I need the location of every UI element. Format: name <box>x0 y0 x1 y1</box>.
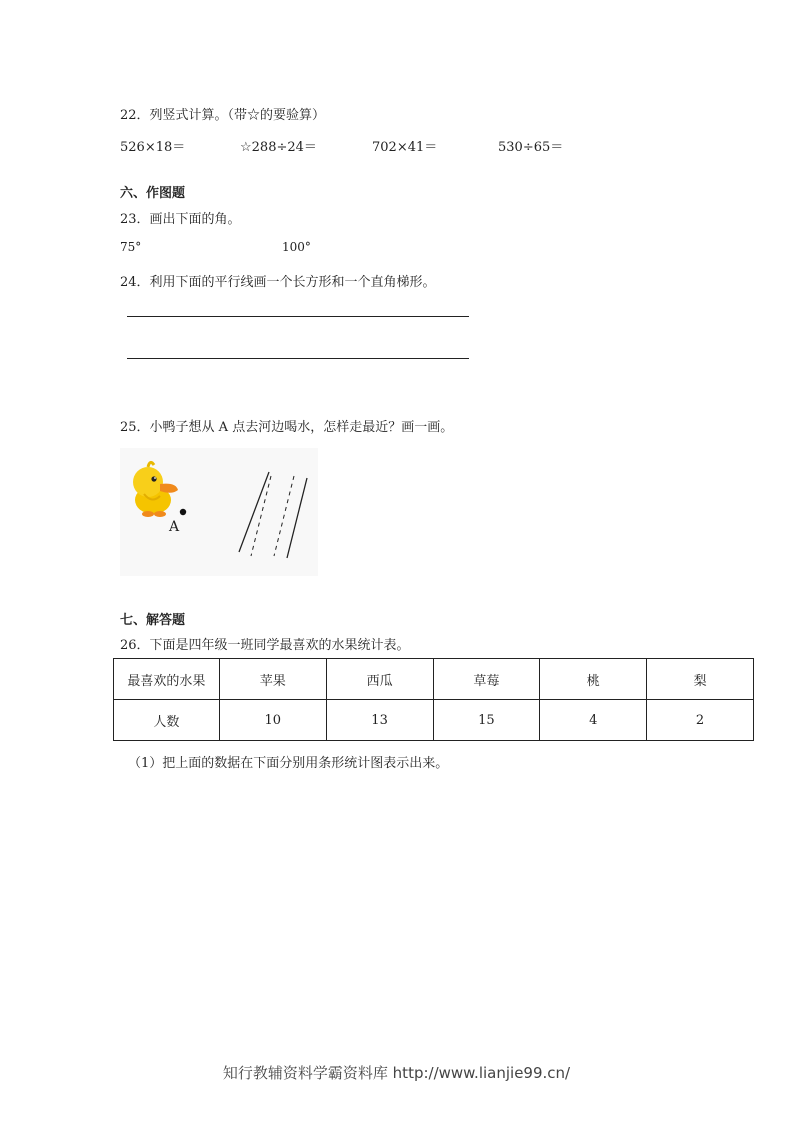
table-cell: 4 <box>540 700 647 741</box>
q22-problem-3: 702×41＝ <box>372 140 438 155</box>
duck-icon <box>133 462 178 517</box>
river-bank-right <box>287 478 307 558</box>
table-cell: 最喜欢的水果 <box>114 659 220 700</box>
q24-title: 24．利用下面的平行线画一个长方形和一个直角梯形。 <box>120 275 436 290</box>
table-cell: 苹果 <box>219 659 326 700</box>
point-a-label: A <box>169 519 180 535</box>
table-cell: 西瓜 <box>326 659 433 700</box>
q22-title: 22．列竖式计算。（带☆的要验算） <box>120 108 326 123</box>
duck-river-drawing <box>120 448 318 576</box>
q23-title: 23．画出下面的角。 <box>120 212 241 227</box>
table-cell: 10 <box>219 700 326 741</box>
parallel-line-bottom <box>127 358 469 359</box>
q26-title: 26．下面是四年级一班同学最喜欢的水果统计表。 <box>120 638 410 653</box>
table-cell: 人数 <box>114 700 220 741</box>
q23-angle-75: 75° <box>120 240 142 254</box>
table-cell: 13 <box>326 700 433 741</box>
table-cell: 15 <box>433 700 540 741</box>
q22-problem-4: 530÷65＝ <box>498 140 564 155</box>
table-cell: 2 <box>647 700 754 741</box>
q23-angle-100: 100° <box>282 240 311 254</box>
footer-watermark: 知行教辅资料学霸资料库 http://www.lianjie99.cn/ <box>222 1064 571 1082</box>
river-dashed-line-1 <box>251 476 271 556</box>
table-row <box>114 700 754 741</box>
section-7-heading: 七、解答题 <box>120 613 186 628</box>
table-cell: 桃 <box>540 659 647 700</box>
section-6-heading: 六、作图题 <box>120 186 186 201</box>
q22-problem-1: 526×18＝ <box>120 140 186 155</box>
table-header-row <box>114 659 754 700</box>
river-bank-left <box>239 472 269 552</box>
table-cell: 草莓 <box>433 659 540 700</box>
q22-problem-2: ☆288÷24＝ <box>240 140 317 155</box>
q25-title: 25．小鸭子想从 A 点去河边喝水，怎样走最近？画一画。 <box>120 420 454 435</box>
point-a-dot <box>180 509 186 515</box>
duck-river-figure <box>120 448 318 576</box>
fruit-statistics-table <box>113 658 754 741</box>
parallel-line-top <box>127 316 469 317</box>
table-cell: 梨 <box>647 659 754 700</box>
q26-sub1: （1）把上面的数据在下面分别用条形统计图表示出来。 <box>128 756 449 771</box>
